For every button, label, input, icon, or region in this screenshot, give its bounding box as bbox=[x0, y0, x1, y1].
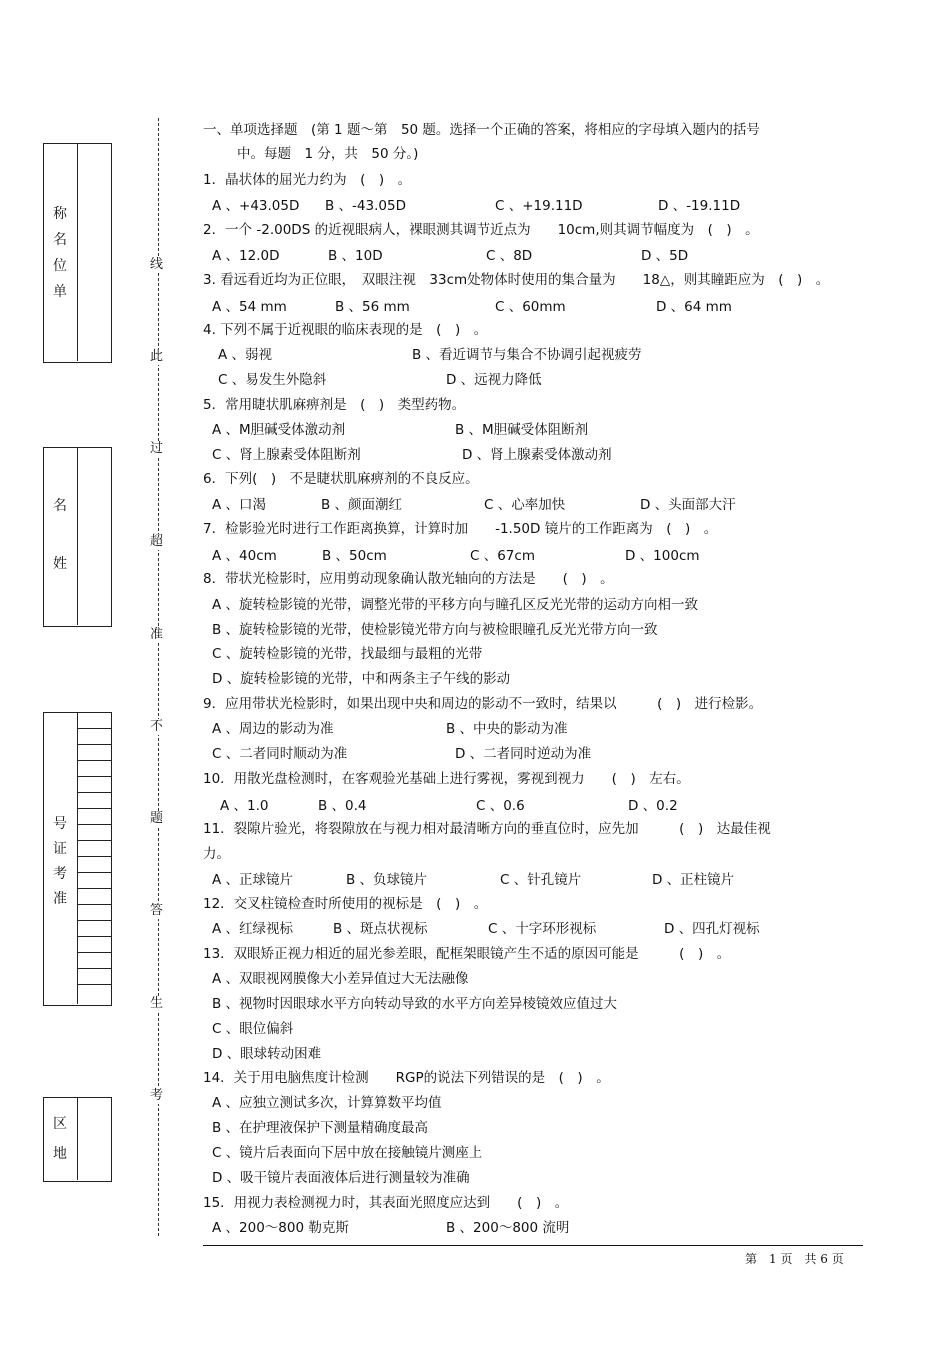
answer-option: A 、周边的影动为准 bbox=[212, 721, 334, 737]
answer-option: A 、红绿视标 bbox=[212, 921, 294, 937]
answer-option: C 、67cm bbox=[470, 548, 535, 564]
answer-option: B 、在护理液保护下测量精确度最高 bbox=[212, 1120, 429, 1136]
answer-option: A 、应独立测试多次，计算算数平均值 bbox=[212, 1095, 442, 1111]
answer-option: B 、56 mm bbox=[335, 299, 410, 315]
id-grid bbox=[77, 712, 111, 1004]
cut-char: 答 bbox=[150, 903, 164, 918]
answer-option: D 、头面部大汗 bbox=[640, 497, 736, 513]
answer-option: B 、50cm bbox=[322, 548, 387, 564]
answer-option: C 、十字环形视标 bbox=[488, 921, 597, 937]
question-stem: 2．一个 -2.00DS 的近视眼病人，裸眼测其调节近点为 10cm,则其调节幅度为 ( ) 。 bbox=[203, 222, 759, 238]
answer-option: D 、旋转检影镜的光带，中和两条主子午线的影动 bbox=[212, 671, 511, 687]
answer-option: D 、肾上腺素受体激动剂 bbox=[462, 447, 612, 463]
question-stem: 8．带状光检影时，应用剪动现象确认散光轴向的方法是 ( ) 。 bbox=[203, 571, 614, 587]
answer-option: B 、颜面潮红 bbox=[321, 497, 403, 513]
answer-option: A 、M胆碱受体激动剂 bbox=[212, 422, 346, 438]
name-box-field bbox=[77, 447, 111, 625]
answer-option: A 、+43.05D bbox=[212, 198, 300, 214]
answer-option: B 、看近调节与集合不协调引起视疲劳 bbox=[412, 347, 642, 363]
answer-option: D 、0.2 bbox=[628, 798, 678, 814]
answer-option: D 、眼球转动困难 bbox=[212, 1046, 322, 1062]
question-stem: 13．双眼矫正视力相近的屈光参差眼，配框架眼镜产生不适的原因可能是 ( ) 。 bbox=[203, 946, 731, 962]
cut-char: 不 bbox=[150, 719, 164, 734]
answer-option: C 、0.6 bbox=[476, 798, 525, 814]
answer-option: A 、正球镜片 bbox=[212, 872, 294, 888]
answer-option: B 、负球镜片 bbox=[346, 872, 428, 888]
answer-option: C 、眼位偏斜 bbox=[212, 1021, 294, 1037]
answer-option: C 、+19.11D bbox=[495, 198, 583, 214]
answer-option: D 、100cm bbox=[625, 548, 700, 564]
section-heading: 一、单项选择题 (第 1 题～第 50 题。选择一个正确的答案，将相应的字母填入题内的括号 bbox=[203, 122, 760, 138]
cut-char: 线 bbox=[150, 257, 164, 272]
cut-char: 过 bbox=[150, 441, 164, 456]
answer-option: A 、口渴 bbox=[212, 497, 267, 513]
answer-option: B 、旋转检影镜的光带，使检影镜光带方向与被检眼瞳孔反光光带方向一致 bbox=[212, 622, 658, 638]
unit-label: 称 名 位 单 bbox=[53, 206, 67, 300]
answer-option: A 、1.0 bbox=[220, 798, 269, 814]
answer-option: B 、M胆碱受体阻断剂 bbox=[455, 422, 589, 438]
region-label: 区 地 bbox=[53, 1116, 67, 1162]
answer-option: B 、-43.05D bbox=[325, 198, 406, 214]
answer-option: B 、斑点状视标 bbox=[333, 921, 428, 937]
answer-option: B 、10D bbox=[328, 248, 383, 264]
cut-char: 超 bbox=[150, 534, 164, 549]
question-stem: 1．晶状体的屈光力约为 ( ) 。 bbox=[203, 172, 412, 188]
answer-option: A 、40cm bbox=[212, 548, 277, 564]
answer-option: A 、54 mm bbox=[212, 299, 287, 315]
answer-option: D 、-19.11D bbox=[658, 198, 741, 214]
answer-option: D 、远视力降低 bbox=[446, 372, 542, 388]
answer-option: C 、肾上腺素受体阻断剂 bbox=[212, 447, 361, 463]
answer-option: A 、旋转检影镜的光带，调整光带的平移方向与瞳孔区反光光带的运动方向相一致 bbox=[212, 597, 699, 613]
id-label: 号 证 考 准 bbox=[53, 816, 67, 907]
question-stem: 14．关于用电脑焦度计检测 RGP的说法下列错误的是 ( ) 。 bbox=[203, 1070, 610, 1086]
answer-option: D 、正柱镜片 bbox=[652, 872, 735, 888]
region-box-field bbox=[77, 1097, 111, 1180]
question-stem: 5．常用睫状肌麻痹剂是 ( ) 类型药物。 bbox=[203, 397, 466, 413]
unit-box-field bbox=[77, 143, 111, 361]
answer-option: B 、200～800 流明 bbox=[446, 1220, 570, 1236]
question-stem: 11．裂隙片验光，将裂隙放在与视力相对最清晰方向的垂直位时，应先加 ( ) 达最佳视 bbox=[203, 821, 771, 837]
answer-option: A 、200～800 勒克斯 bbox=[212, 1220, 349, 1236]
answer-option: C 、镜片后表面向下居中放在接触镜片测座上 bbox=[212, 1145, 483, 1161]
cut-char: 此 bbox=[150, 349, 164, 364]
question-stem: 3. 看远看近均为正位眼， 双眼注视 33cm处物体时使用的集合量为 18△，则其瞳距应为 ( ) 。 bbox=[203, 272, 830, 288]
cut-char: 准 bbox=[150, 627, 164, 642]
answer-option: A 、双眼视网膜像大小差异值过大无法融像 bbox=[212, 971, 469, 987]
answer-option: D 、吸干镜片表面液体后进行测量较为准确 bbox=[212, 1170, 470, 1186]
cut-char: 考 bbox=[150, 1088, 164, 1103]
answer-option: D 、二者同时逆动为准 bbox=[455, 746, 592, 762]
question-stem: 12．交叉柱镜检查时所使用的视标是 ( ) 。 bbox=[203, 896, 488, 912]
question-stem: 7．检影验光时进行工作距离换算，计算时加 -1.50D 镜片的工作距离为 ( ) 。 bbox=[203, 521, 718, 537]
answer-option: A 、弱视 bbox=[218, 347, 273, 363]
answer-option: A 、12.0D bbox=[212, 248, 280, 264]
answer-option: D 、64 mm bbox=[656, 299, 732, 315]
question-stem: 6．下列( ) 不是睫状肌麻痹剂的不良反应。 bbox=[203, 471, 479, 487]
answer-option: C 、易发生外隐斜 bbox=[218, 372, 327, 388]
answer-option: B 、0.4 bbox=[318, 798, 367, 814]
answer-option: C 、针孔镜片 bbox=[500, 872, 582, 888]
cut-line bbox=[158, 118, 159, 1236]
answer-option: C 、心率加快 bbox=[484, 497, 566, 513]
question-stem: 9．应用带状光检影时，如果出现中央和周边的影动不一致时，结果以 ( ) 进行检影。 bbox=[203, 696, 763, 712]
answer-option: C 、8D bbox=[486, 248, 533, 264]
name-label: 名 姓 bbox=[53, 498, 67, 572]
answer-option: D 、5D bbox=[641, 248, 689, 264]
question-stem-cont: 力。 bbox=[203, 846, 230, 862]
question-stem: 10．用散光盘检测时，在客观验光基础上进行雾视，雾视到视力 ( ) 左右。 bbox=[203, 771, 690, 787]
answer-option: C 、旋转检影镜的光带，找最细与最粗的光带 bbox=[212, 646, 483, 662]
answer-option: D 、四孔灯视标 bbox=[664, 921, 760, 937]
answer-option: B 、中央的影动为准 bbox=[446, 721, 568, 737]
answer-option: C 、60mm bbox=[495, 299, 566, 315]
cut-char: 生 bbox=[150, 996, 164, 1011]
question-stem: 15．用视力表检测视力时，其表面光照度应达到 ( ) 。 bbox=[203, 1195, 569, 1211]
answer-option: B 、视物时因眼球水平方向转动导致的水平方向差异棱镜效应值过大 bbox=[212, 996, 618, 1012]
cut-char: 题 bbox=[150, 811, 164, 826]
footer-rule bbox=[203, 1245, 863, 1246]
page-footer: 第 1 页 共 6 页 bbox=[745, 1252, 844, 1266]
section-heading-cont: 中。每题 1 分，共 50 分。) bbox=[237, 146, 419, 162]
answer-option: C 、二者同时顺动为准 bbox=[212, 746, 348, 762]
question-stem: 4. 下列不属于近视眼的临床表现的是 ( ) 。 bbox=[203, 322, 488, 338]
